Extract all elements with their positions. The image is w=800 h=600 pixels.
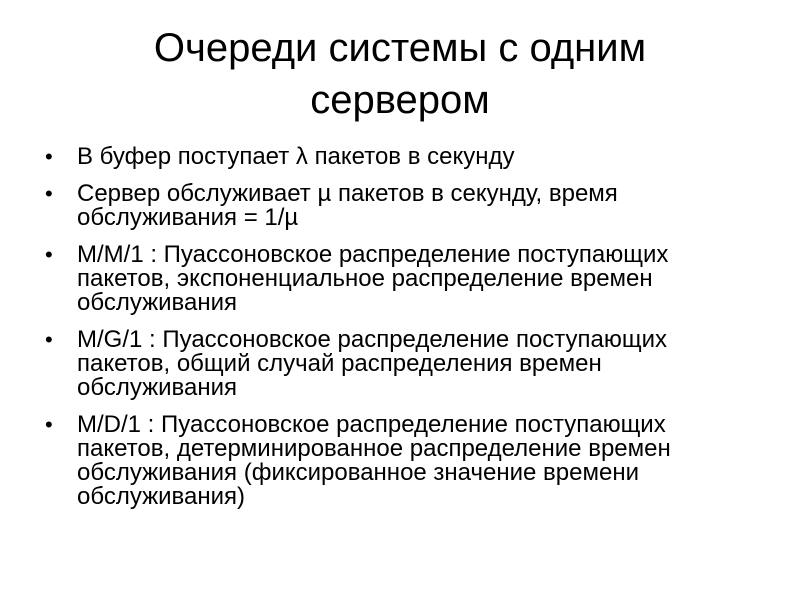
bullet-text: M/M/1 : Пуассоновское распределение поступающих пакетов, экспоненциальное распределение времен обслуживания <box>77 241 669 316</box>
bullet-dot-icon: • <box>45 327 53 352</box>
bullet-dot-icon: • <box>45 144 53 169</box>
bullet-text: Сервер обслуживает µ пакетов в секунду, время обслуживания = 1/µ <box>77 180 618 231</box>
bullet-list <box>45 145 765 522</box>
bullet-dot-icon: • <box>45 412 53 437</box>
bullet-text: M/D/1 : Пуассоновское распределение поступающих пакетов, детерминированное распределение времен обслуживания (фиксированное значение времени обслуживания) <box>77 411 671 510</box>
bullet-item <box>45 243 765 315</box>
bullet-dot-icon: • <box>45 242 53 267</box>
slide-title: Очереди системы с одним сервером <box>153 26 647 122</box>
bullet-text: В буфер поступает λ пакетов в секунду <box>77 143 515 170</box>
bullet-text: M/G/1 : Пуассоновское распределение поступающих пакетов, общий случай распределения времен обслуживания <box>77 326 668 401</box>
bullet-item <box>45 328 765 400</box>
bullet-item <box>45 145 765 169</box>
bullet-dot-icon: • <box>45 181 53 206</box>
bullet-item <box>45 182 765 230</box>
bullet-item <box>45 413 765 509</box>
